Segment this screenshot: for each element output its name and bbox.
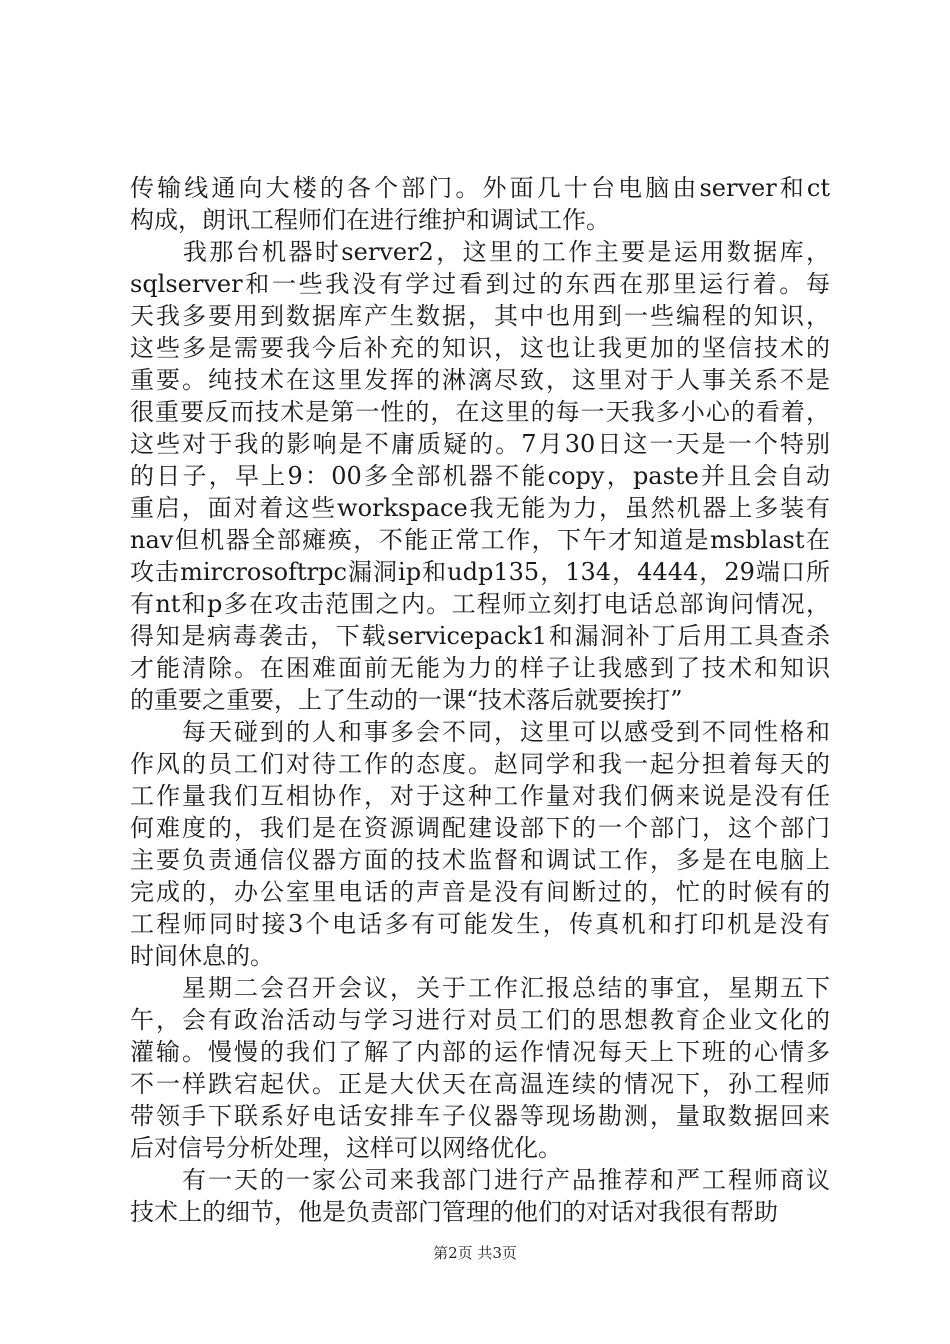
text-line: 作风的员工们对待工作的态度。赵同学和我一起分担着每天的 [130,750,830,778]
text-line: sqlserver和一些我没有学过看到过的东西在那里运行着。每 [130,270,830,298]
text-line: 传输线通向大楼的各个部门。外面几十台电脑由server和ct [130,174,830,202]
text-line: 时间休息的。 [130,942,274,970]
text-line: 很重要反而技术是第一性的，在这里的每一天我多小心的看着， [130,398,830,426]
text-line: 不一样跌宕起伏。正是大伏天在高温连续的情况下，孙工程师 [130,1070,830,1098]
text-line: 这些对于我的影响是不庸质疑的。7月30日这一天是一个特别 [130,430,830,458]
text-line: 才能清除。在困难面前无能为力的样子让我感到了技术和知识 [130,654,830,682]
text-line: 主要负责通信仪器方面的技术监督和调试工作，多是在电脑上 [130,846,830,874]
text-line: 重启，面对着这些workspace我无能为力，虽然机器上多装有 [130,494,830,522]
text-line: 有一天的一家公司来我部门进行产品推荐和严工程师商议 [130,1166,830,1194]
text-line: 的日子，早上9：00多全部机器不能copy，paste并且会自动 [130,462,830,490]
text-line: 何难度的，我们是在资源调配建设部下的一个部门，这个部门 [130,814,830,842]
text-line: 构成，朗讯工程师们在进行维护和调试工作。 [130,206,610,234]
text-line: 后对信号分析处理，这样可以网络优化。 [130,1134,562,1162]
para-2 [130,236,830,716]
para-1 [130,172,830,236]
text-line: 带领手下联系好电话安排车子仪器等现场勘测，量取数据回来 [130,1102,830,1130]
text-line: 完成的，办公室里电话的声音是没有间断过的，忙的时候有的 [130,878,830,906]
text-line: 得知是病毒袭击，下载servicepack1和漏洞补丁后用工具查杀 [130,622,830,650]
text-line: 工程师同时接3个电话多有可能发生，传真机和打印机是没有 [130,910,830,938]
text-line: 工作量我们互相协作，对于这种工作量对我们俩来说是没有任 [130,782,830,810]
text-line: 有nt和p多在攻击范围之内。工程师立刻打电话总部询问情况， [130,590,830,618]
text-line: 攻击mircrosoftrpc漏洞ip和udp135，134，4444，29端口所 [130,558,830,586]
text-line: nav但机器全部瘫痪，不能正常工作，下午才知道是msblast在 [130,526,830,554]
page-footer: 第2页 共3页 [433,1244,517,1262]
para-4 [130,972,830,1164]
text-line: 每天碰到的人和事多会不同，这里可以感受到不同性格和 [130,718,830,746]
text-line: 午，会有政治活动与学习进行对员工们的思想教育企业文化的 [130,1006,830,1034]
text-line: 天我多要用到数据库产生数据，其中也用到一些编程的知识， [130,302,830,330]
para-3 [130,716,830,972]
text-line: 重要。纯技术在这里发挥的淋漓尽致，这里对于人事关系不是 [130,366,830,394]
text-line: 我那台机器时server2，这里的工作主要是运用数据库， [130,238,830,266]
text-line: 这些多是需要我今后补充的知识，这也让我更加的坚信技术的 [130,334,830,362]
text-line: 的重要之重要，上了生动的一课“技术落后就要挨打” [130,686,683,714]
text-line: 技术上的细节，他是负责部门管理的他们的对话对我很有帮助 [130,1198,778,1226]
text-line: 星期二会召开会议，关于工作汇报总结的事宜，星期五下 [130,974,830,1002]
document-body [130,172,830,1228]
text-line: 灌输。慢慢的我们了解了内部的运作情况每天上下班的心情多 [130,1038,830,1066]
para-5 [130,1164,830,1228]
